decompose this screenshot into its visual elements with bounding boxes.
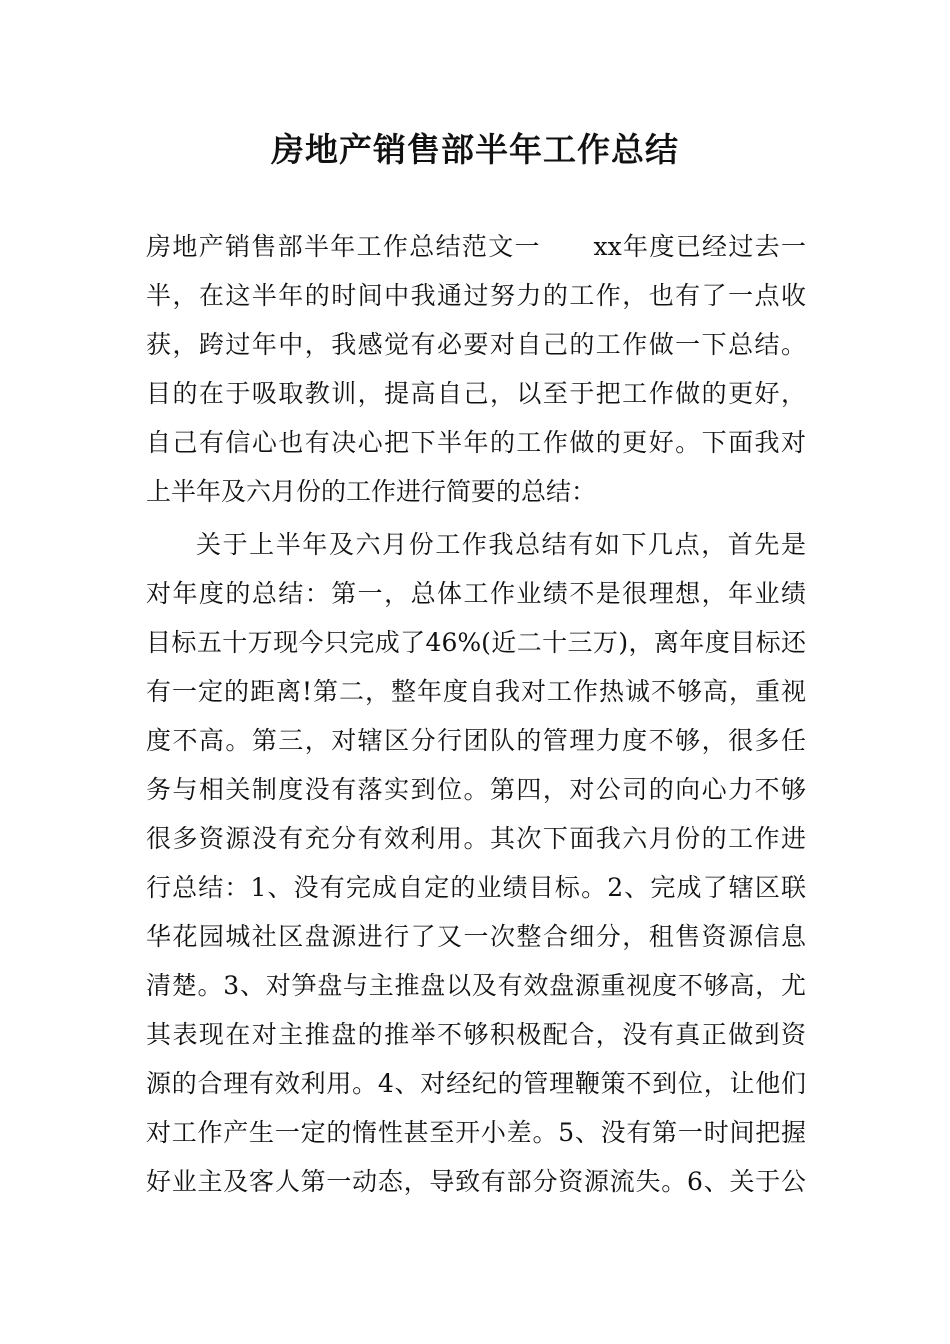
paragraph-2-line-3: 目标五十万现今只完成了46%(近二十三万)，离年度目标还	[146, 628, 806, 657]
paragraph-2-line-7: 很多资源没有充分有效利用。其次下面我六月份的工作进	[146, 824, 806, 853]
paragraph-2-line-4: 有一定的距离!第二，整年度自我对工作热诚不够高，重视	[146, 677, 806, 706]
paragraph-1-line-5: 自己有信心也有决心把下半年的工作做的更好。下面我对	[146, 428, 806, 457]
paragraph-2-line-1: 关于上半年及六月份工作我总结有如下几点，首先是	[196, 530, 806, 559]
paragraph-2-line-2: 对年度的总结：第一，总体工作业绩不是很理想，年业绩	[146, 579, 806, 608]
document-title: 房地产销售部半年工作总结	[271, 130, 679, 169]
paragraph-1-line-3: 获，跨过年中，我感觉有必要对自己的工作做一下总结。	[146, 330, 806, 359]
paragraph-2-line-10: 清楚。3、对笋盘与主推盘以及有效盘源重视度不够高，尤	[146, 971, 806, 1000]
paragraph-1-line-2: 半，在这半年的时间中我通过努力的工作，也有了一点收	[146, 281, 806, 310]
paragraph-2-line-11: 其表现在对主推盘的推举不够积极配合，没有真正做到资	[146, 1020, 806, 1049]
paragraph-1-line-1: 房地产销售部半年工作总结范文一 xx年度已经过去一	[146, 232, 806, 261]
paragraph-2-line-6: 务与相关制度没有落实到位。第四，对公司的向心力不够	[146, 775, 806, 804]
paragraph-2-line-8: 行总结：1、没有完成自定的业绩目标。2、完成了辖区联	[146, 873, 806, 902]
paragraph-1-line-6: 上半年及六月份的工作进行简要的总结：	[146, 477, 597, 506]
document-body	[146, 222, 806, 1206]
paragraph-2-line-12: 源的合理有效利用。4、对经纪的管理鞭策不到位，让他们	[146, 1069, 806, 1098]
paragraph-2-line-14: 好业主及客人第一动态，导致有部分资源流失。6、关于公	[146, 1167, 806, 1196]
paragraph-2-line-5: 度不高。第三，对辖区分行团队的管理力度不够，很多任	[146, 726, 806, 755]
paragraph-2-line-13: 对工作产生一定的惰性甚至开小差。5、没有第一时间把握	[146, 1118, 806, 1147]
paragraph-2-line-9: 华花园城社区盘源进行了又一次整合细分，租售资源信息	[146, 922, 806, 951]
paragraph-1-line-4: 目的在于吸取教训，提高自己，以至于把工作做的更好，	[146, 379, 806, 408]
